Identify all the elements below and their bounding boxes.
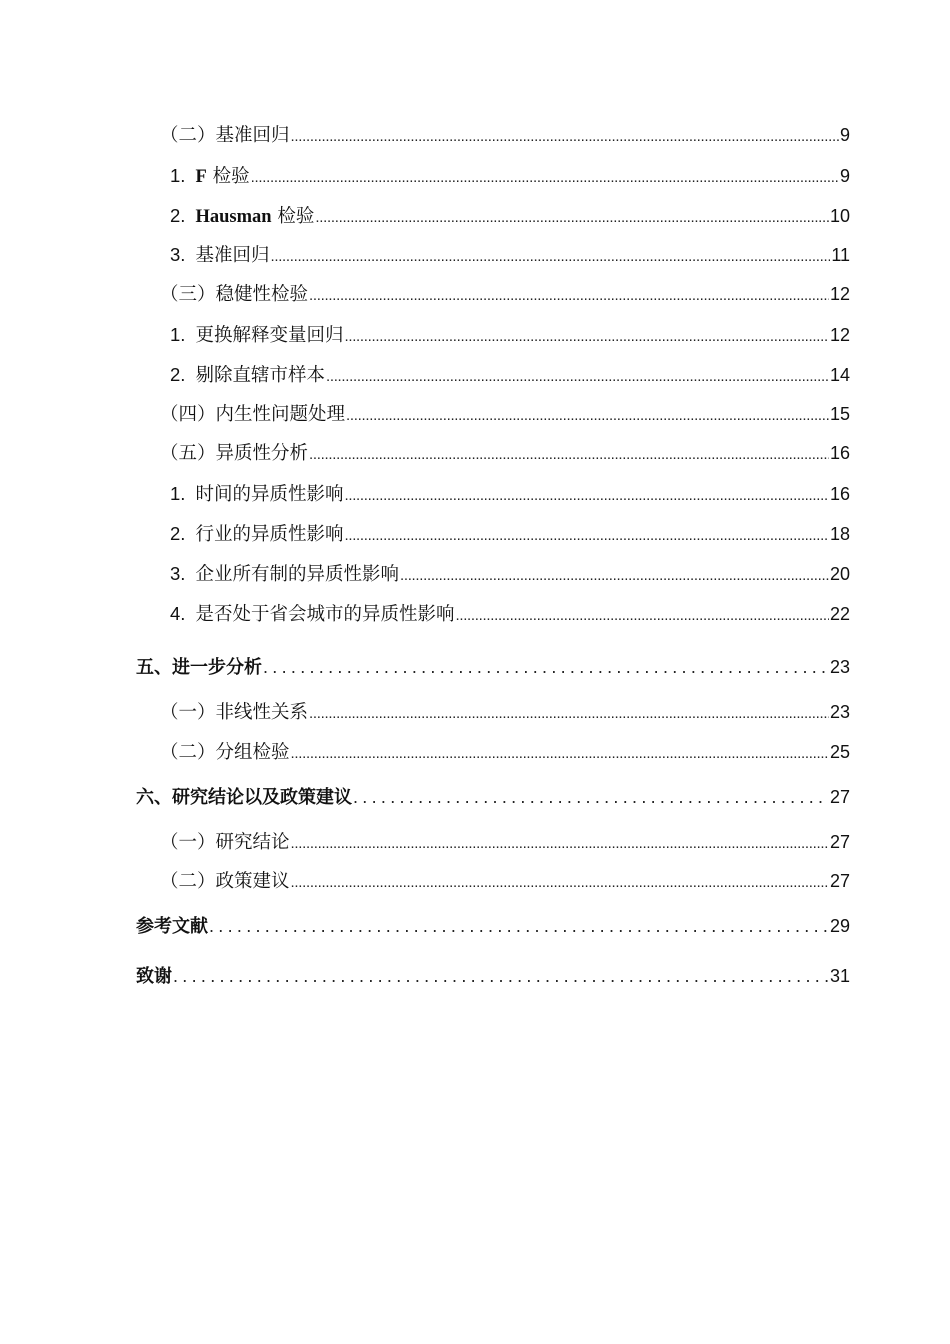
toc-entry-title: （二）基准回归: [160, 125, 290, 146]
toc-entry-title: 行业的异质性影响: [195, 523, 344, 545]
toc-chapter-title: 参考文献: [136, 916, 208, 938]
toc-entry-number: 1.: [170, 483, 186, 505]
toc-chapter-entry[interactable]: [136, 643, 850, 693]
toc-page-number: 15: [829, 403, 850, 424]
toc-page-number: 12: [829, 284, 850, 305]
toc-page-number: 14: [829, 364, 850, 385]
toc-leader-dots: [344, 476, 829, 516]
toc-leader-dots: [315, 198, 829, 238]
toc-page-number: 25: [829, 741, 850, 762]
toc-page-number: 22: [829, 603, 850, 624]
toc-leader-dots: [291, 734, 829, 774]
toc-entry[interactable]: [136, 434, 850, 474]
toc-entry-title: 剔除直辖市样本: [195, 364, 325, 386]
toc-entry-title: [195, 197, 314, 238]
toc-leader-dots: [309, 435, 829, 475]
toc-page-number: 31: [829, 965, 850, 986]
toc-entry-title: 基准回归: [195, 245, 270, 267]
toc-page-number: 9: [839, 125, 850, 145]
toc-entry-number: 1.: [170, 323, 186, 345]
toc-leader-dots: [291, 117, 839, 157]
toc-page-number: 16: [829, 484, 850, 505]
toc-page-number: 9: [839, 165, 850, 186]
toc-leader-dots: [173, 952, 829, 1002]
toc-entry[interactable]: [136, 693, 850, 733]
toc-entry-title: 是否处于省会城市的异质性影响: [195, 603, 455, 625]
toc-leader-dots: [400, 556, 829, 596]
toc-entry-title-text: 检验: [271, 205, 315, 227]
toc-entry[interactable]: [136, 355, 850, 395]
toc-entry-title: 企业所有制的异质性影响: [195, 563, 399, 585]
toc-entry-title: （二）政策建议: [160, 871, 290, 893]
toc-page-number: 10: [829, 205, 850, 226]
toc-chapter-entry[interactable]: [136, 773, 850, 823]
toc-chapter-title: 五、进一步分析: [136, 657, 262, 679]
toc-page-number: 11: [831, 245, 850, 266]
toc-entry[interactable]: [136, 235, 850, 275]
toc-entry-number: 4.: [170, 602, 186, 624]
table-of-contents: [136, 116, 850, 1002]
toc-leader-dots: [455, 596, 829, 636]
toc-leader-dots: [291, 863, 829, 903]
toc-entry[interactable]: [136, 196, 850, 236]
toc-page-number: 27: [829, 831, 850, 852]
toc-entry-title-bold: Hausman: [195, 206, 272, 227]
toc-page-number: 27: [829, 871, 850, 892]
toc-entry-title-text: 检验: [206, 165, 250, 187]
toc-entry[interactable]: [136, 823, 850, 863]
toc-leader-dots: [344, 317, 829, 357]
toc-leader-dots: [263, 643, 829, 693]
toc-entry-title: （一）非线性关系: [160, 702, 309, 724]
toc-entry-title: 时间的异质性影响: [195, 484, 344, 506]
toc-entry-title: （五）异质性分析: [160, 443, 309, 465]
toc-leader-dots: [344, 516, 829, 556]
toc-entry-number: 3.: [170, 244, 186, 266]
toc-page-number: 23: [829, 657, 850, 678]
toc-entry-number: 2.: [170, 204, 186, 226]
toc-entry[interactable]: [136, 474, 850, 514]
toc-entry-title: 更换解释变量回归: [195, 324, 344, 346]
toc-page-number: 20: [829, 563, 850, 584]
toc-page-number: 12: [829, 324, 850, 345]
toc-chapter-title: 致谢: [136, 965, 172, 987]
toc-chapter-entry[interactable]: [136, 952, 850, 1002]
toc-entry-number: 1.: [170, 164, 186, 186]
toc-chapter-title: 六、研究结论以及政策建议: [136, 786, 352, 808]
toc-entry-title: （一）研究结论: [160, 831, 290, 853]
toc-entry-number: 3.: [170, 562, 186, 584]
toc-entry[interactable]: [136, 156, 850, 196]
toc-chapter-entry[interactable]: [136, 902, 850, 952]
toc-page-number: 18: [829, 523, 850, 544]
toc-entry-title: [195, 157, 249, 198]
toc-entry[interactable]: [136, 315, 850, 355]
toc-entry[interactable]: [136, 733, 850, 773]
toc-page-number: 27: [829, 786, 850, 807]
toc-page-number: 29: [829, 916, 850, 937]
toc-page-number: 16: [829, 443, 850, 464]
toc-entry-title: （二）分组检验: [160, 741, 290, 763]
toc-entry[interactable]: [136, 554, 850, 594]
toc-leader-dots: [353, 773, 829, 823]
toc-entry-number: 2.: [170, 522, 186, 544]
toc-entry-title-bold: F: [195, 166, 207, 187]
toc-leader-dots: [309, 694, 829, 734]
toc-page-number: 23: [829, 702, 850, 723]
toc-entry[interactable]: [136, 862, 850, 902]
toc-entry[interactable]: [136, 116, 850, 156]
toc-entry-number: 2.: [170, 363, 186, 385]
toc-entry-title: （四）内生性问题处理: [160, 403, 346, 425]
toc-leader-dots: [291, 824, 829, 864]
toc-entry[interactable]: [136, 275, 850, 315]
toc-entry[interactable]: [136, 514, 850, 554]
toc-entry-title: （三）稳健性检验: [160, 284, 309, 306]
toc-leader-dots: [309, 276, 829, 316]
toc-leader-dots: [346, 396, 829, 436]
toc-leader-dots: [251, 158, 839, 198]
toc-leader-dots: [326, 357, 829, 397]
toc-leader-dots: [209, 902, 829, 952]
toc-entry[interactable]: [136, 395, 850, 435]
toc-entry[interactable]: [136, 594, 850, 634]
toc-leader-dots: [270, 237, 830, 277]
